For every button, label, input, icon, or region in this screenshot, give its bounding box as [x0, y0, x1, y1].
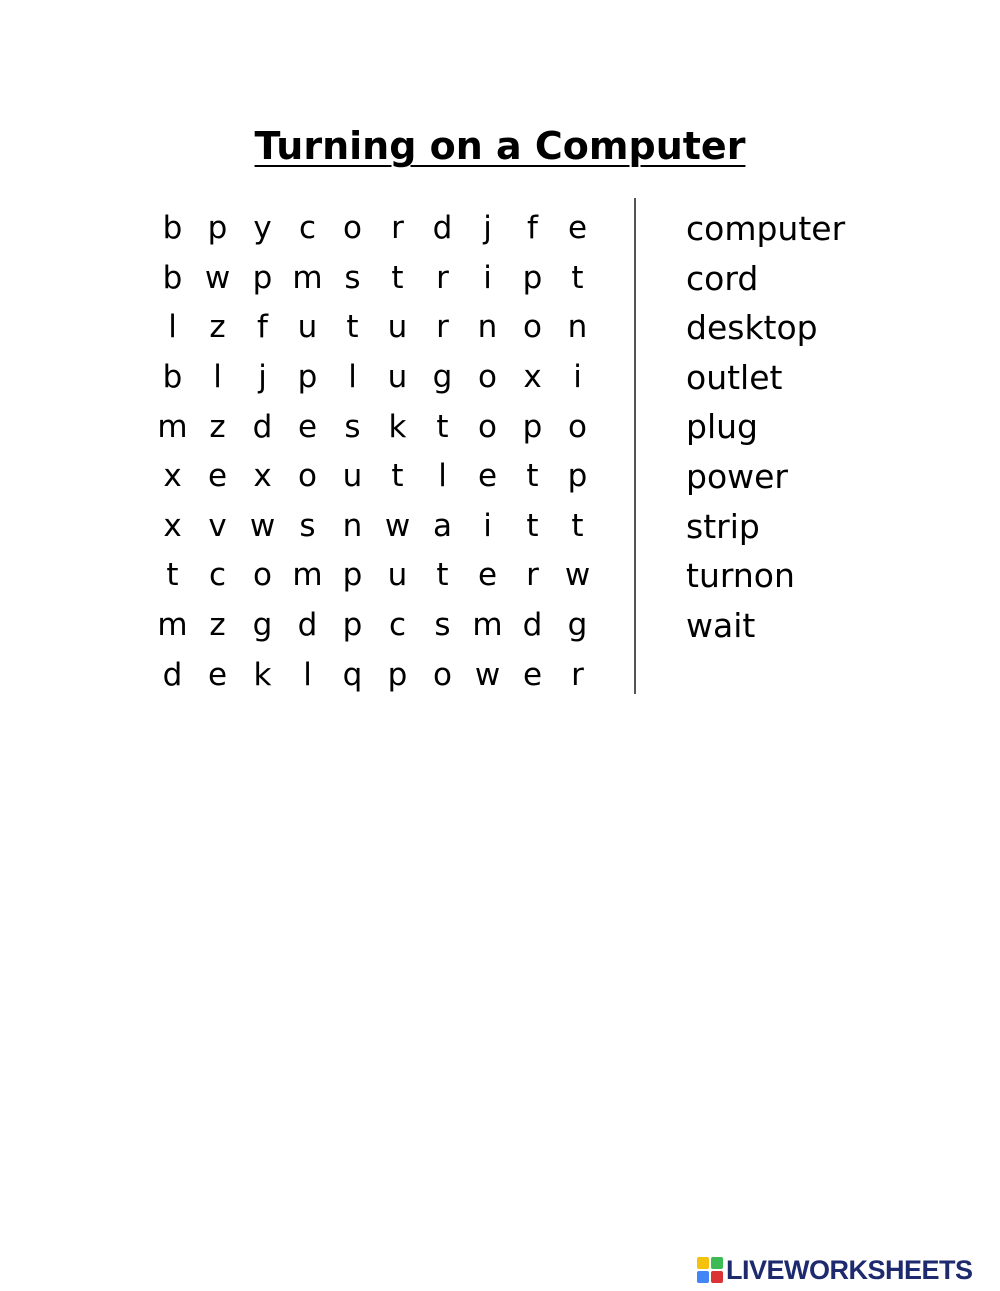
- grid-letter: f: [527, 210, 538, 247]
- grid-letter: e: [297, 408, 318, 445]
- grid-letter: u: [387, 359, 408, 396]
- grid-letter: j: [258, 359, 267, 396]
- grid-letter: o: [343, 210, 362, 247]
- word-search-grid: [150, 204, 600, 700]
- grid-letter: i: [483, 259, 492, 296]
- grid-letter: s: [299, 507, 316, 544]
- grid-letter: u: [297, 309, 318, 346]
- grid-letter: w: [204, 259, 231, 296]
- grid-letter: l: [303, 656, 312, 693]
- grid-letter: p: [387, 656, 408, 693]
- grid-letter: o: [478, 408, 497, 445]
- grid-letter: b: [162, 210, 183, 247]
- grid-letter: p: [297, 359, 318, 396]
- column-divider: [634, 198, 636, 694]
- grid-letter: o: [298, 458, 317, 495]
- grid-letter: u: [342, 458, 363, 495]
- grid-letter: w: [564, 557, 591, 594]
- grid-letter: s: [434, 607, 451, 644]
- grid-letter: n: [342, 507, 363, 544]
- word-list-item: desktop: [686, 308, 818, 348]
- word-list-item: cord: [686, 258, 759, 298]
- liveworksheets-watermark: [697, 1252, 997, 1288]
- grid-letter: e: [477, 557, 498, 594]
- grid-letter: i: [573, 359, 582, 396]
- word-list-item: plug: [686, 407, 758, 447]
- grid-letter: m: [157, 607, 188, 644]
- grid-letter: p: [342, 557, 363, 594]
- grid-letter: o: [253, 557, 272, 594]
- grid-letter: w: [384, 507, 411, 544]
- grid-letter: d: [162, 656, 183, 693]
- grid-letter: s: [344, 259, 361, 296]
- grid-letter: r: [526, 557, 539, 594]
- grid-letter: z: [209, 309, 226, 346]
- grid-letter: v: [208, 507, 227, 544]
- grid-letter: y: [253, 210, 272, 247]
- grid-letter: l: [168, 309, 177, 346]
- grid-letter: i: [483, 507, 492, 544]
- grid-letter: t: [526, 507, 539, 544]
- grid-letter: x: [163, 507, 182, 544]
- grid-letter: z: [209, 408, 226, 445]
- grid-letter: g: [252, 607, 273, 644]
- grid-letter: m: [292, 259, 323, 296]
- grid-letter: c: [208, 557, 227, 594]
- grid-letter: g: [432, 359, 453, 396]
- grid-letter: u: [387, 557, 408, 594]
- worksheet-title: [0, 118, 1000, 174]
- grid-letter: d: [297, 607, 318, 644]
- logo-square-4: [711, 1271, 723, 1283]
- grid-letter: p: [252, 259, 273, 296]
- grid-letter: t: [391, 259, 404, 296]
- grid-letter: l: [438, 458, 447, 495]
- grid-letter: m: [472, 607, 503, 644]
- word-list-item: strip: [686, 506, 760, 546]
- grid-letter: o: [478, 359, 497, 396]
- grid-letter: g: [567, 607, 588, 644]
- grid-letter: t: [526, 458, 539, 495]
- grid-letter: e: [477, 458, 498, 495]
- grid-letter: d: [252, 408, 273, 445]
- grid-letter: f: [257, 309, 268, 346]
- grid-letter: q: [342, 656, 363, 693]
- grid-letter: b: [162, 359, 183, 396]
- grid-letter: c: [388, 607, 407, 644]
- logo-square-3: [697, 1271, 709, 1283]
- word-list-item: turnon: [686, 556, 795, 596]
- grid-letter: x: [253, 458, 272, 495]
- grid-letter: m: [292, 557, 323, 594]
- worksheet-title-text: Turning on a Computer: [254, 124, 746, 168]
- grid-letter: l: [348, 359, 357, 396]
- grid-letter: o: [433, 656, 452, 693]
- grid-letter: r: [391, 210, 404, 247]
- grid-letter: o: [523, 309, 542, 346]
- grid-letter: e: [567, 210, 588, 247]
- word-list-item: outlet: [686, 357, 783, 397]
- grid-letter: e: [522, 656, 543, 693]
- grid-letter: e: [207, 458, 228, 495]
- grid-letter: p: [522, 259, 543, 296]
- grid-letter: b: [162, 259, 183, 296]
- word-list-item: wait: [686, 605, 756, 645]
- grid-letter: p: [207, 210, 228, 247]
- grid-letter: t: [391, 458, 404, 495]
- grid-letter: j: [483, 210, 492, 247]
- word-list: [686, 204, 986, 650]
- grid-letter: e: [207, 656, 228, 693]
- grid-letter: p: [342, 607, 363, 644]
- grid-letter: p: [567, 458, 588, 495]
- grid-letter: w: [249, 507, 276, 544]
- word-list-item: power: [686, 456, 788, 496]
- watermark-text: LIVEWORKSHEETS: [726, 1254, 973, 1285]
- grid-letter: k: [253, 656, 272, 693]
- grid-letter: t: [436, 408, 449, 445]
- grid-letter: n: [567, 309, 588, 346]
- logo-square-2: [711, 1257, 723, 1269]
- grid-letter: w: [474, 656, 501, 693]
- grid-letter: r: [436, 259, 449, 296]
- grid-letter: t: [166, 557, 179, 594]
- grid-letter: d: [522, 607, 543, 644]
- grid-letter: l: [213, 359, 222, 396]
- grid-letter: c: [298, 210, 317, 247]
- grid-letter: m: [157, 408, 188, 445]
- grid-letter: s: [344, 408, 361, 445]
- grid-letter: k: [388, 408, 407, 445]
- grid-letter: x: [523, 359, 542, 396]
- grid-letter: t: [571, 259, 584, 296]
- grid-letter: a: [433, 507, 452, 544]
- logo-square-1: [697, 1257, 709, 1269]
- grid-letter: t: [346, 309, 359, 346]
- grid-letter: d: [432, 210, 453, 247]
- grid-letter: t: [571, 507, 584, 544]
- grid-letter: z: [209, 607, 226, 644]
- grid-letter: p: [522, 408, 543, 445]
- grid-letter: t: [436, 557, 449, 594]
- word-list-item: computer: [686, 209, 846, 248]
- grid-letter: n: [477, 309, 498, 346]
- liveworksheets-logo-icon: [697, 1257, 723, 1283]
- grid-letter: r: [571, 656, 584, 693]
- grid-letter: r: [436, 309, 449, 346]
- grid-letter: u: [387, 309, 408, 346]
- grid-letter: o: [568, 408, 587, 445]
- grid-letter: x: [163, 458, 182, 495]
